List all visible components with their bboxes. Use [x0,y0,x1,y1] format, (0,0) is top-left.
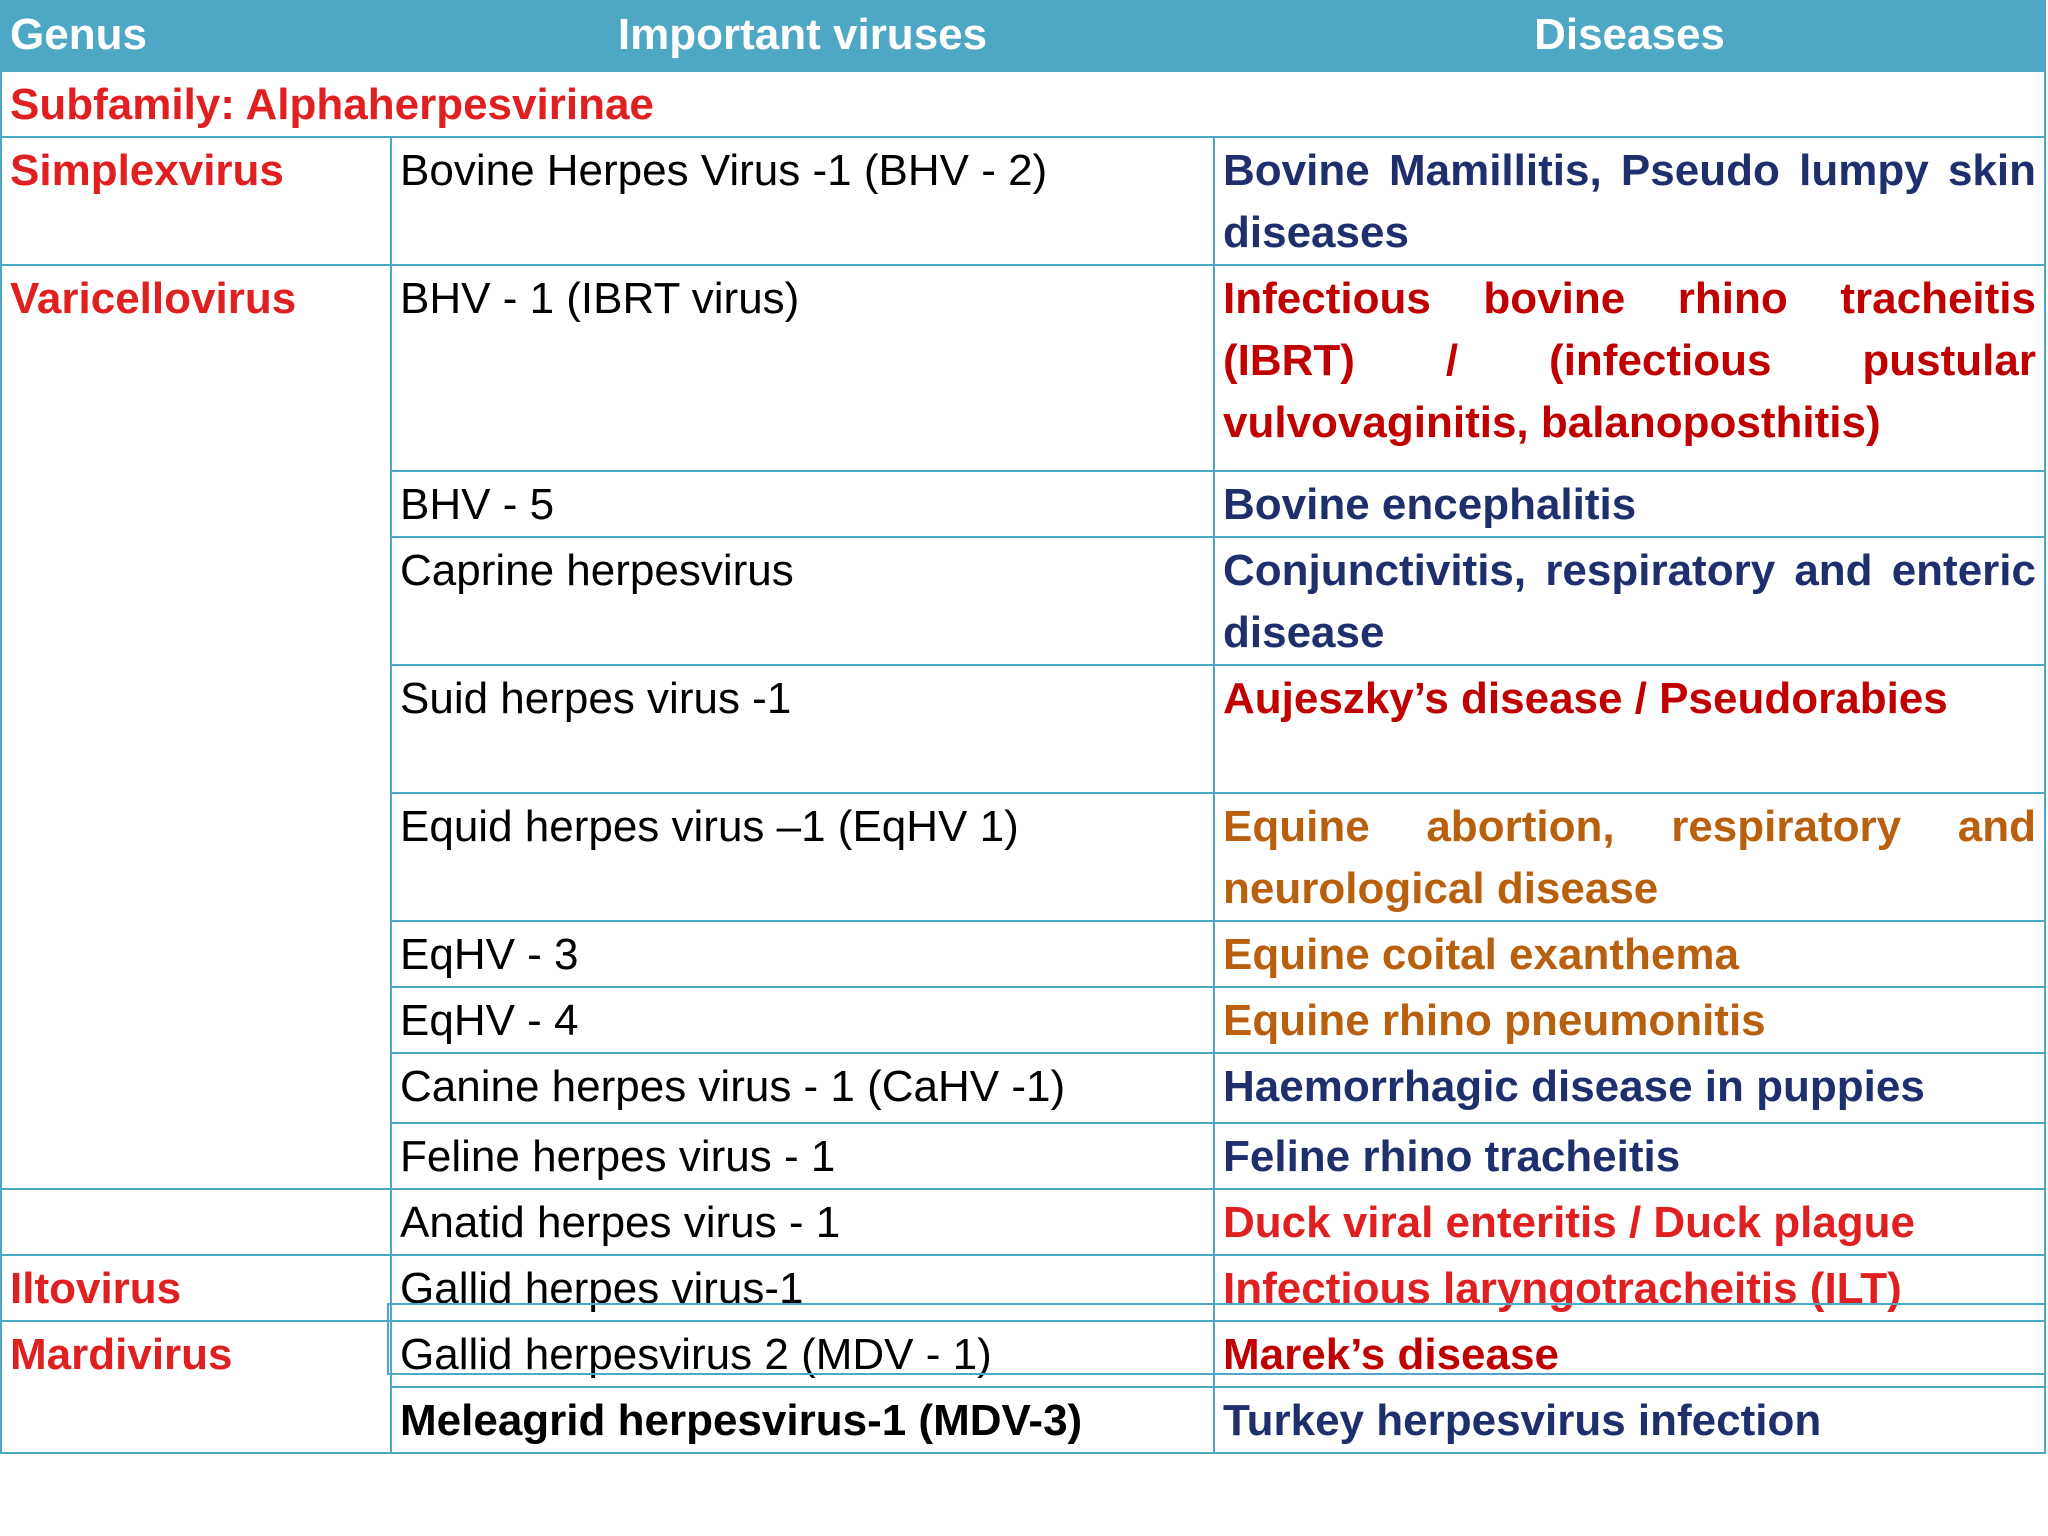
disease-cell: Duck viral enteritis / Duck plague [1214,1189,2045,1255]
table-row [1,137,2045,265]
virus-cell: Gallid herpes virus-1 [391,1255,1214,1321]
virus-cell: Anatid herpes virus - 1 [391,1189,1214,1255]
disease-cell: Equine coital exanthema [1214,921,2045,987]
disease-cell: Infectious laryngotracheitis (ILT) [1214,1255,2045,1321]
table-row [1,1189,2045,1255]
disease-cell: Feline rhino tracheitis [1214,1123,2045,1189]
genus-cell: Iltovirus [1,1255,391,1321]
virus-cell: Caprine herpesvirus [391,537,1214,665]
genus-cell: Mardivirus [1,1321,391,1453]
virus-cell: EqHV - 4 [391,987,1214,1053]
disease-cell: Equine abortion, respiratory and neurological disease [1214,793,2045,921]
virus-cell: BHV - 5 [391,471,1214,537]
virus-cell: Gallid herpesvirus 2 (MDV - 1) [391,1321,1214,1387]
disease-cell: Aujeszky’s disease / Pseudorabies [1214,665,2045,793]
virus-cell: Feline herpes virus - 1 [391,1123,1214,1189]
disease-cell: Turkey herpesvirus infection [1214,1387,2045,1453]
virus-cell: Canine herpes virus - 1 (CaHV -1) [391,1053,1214,1123]
table-row [1,265,2045,471]
disease-cell: Equine rhino pneumonitis [1214,987,2045,1053]
genus-cell: Simplexvirus [1,137,391,265]
header-diseases: Diseases [1214,1,2045,71]
virus-cell: BHV - 1 (IBRT virus) [391,265,1214,471]
subfamily-label: Subfamily: Alphaherpesvirinae [1,71,2045,137]
disease-cell: Infectious bovine rhino tracheitis (IBRT) / (infectious pustular vulvovaginitis, balanoposthitis) [1214,265,2045,471]
virus-cell: Equid herpes virus –1 (EqHV 1) [391,793,1214,921]
header-row [1,1,2045,71]
disease-cell: Conjunctivitis, respiratory and enteric disease [1214,537,2045,665]
virus-cell: Meleagrid herpesvirus-1 (MDV-3) [391,1387,1214,1453]
subfamily-row [1,71,2045,137]
genus-cell: Varicellovirus [1,265,391,1189]
disease-cell: Marek’s disease [1214,1321,2045,1387]
header-important-viruses: Important viruses [391,1,1214,71]
genus-cell [1,1189,391,1255]
virus-cell: Suid herpes virus -1 [391,665,1214,793]
virus-cell: Bovine Herpes Virus -1 (BHV - 2) [391,137,1214,265]
disease-cell: Bovine Mamillitis, Pseudo lumpy skin diseases [1214,137,2045,265]
table-row [1,1321,2045,1387]
disease-cell: Haemorrhagic disease in puppies [1214,1053,2045,1123]
header-genus: Genus [1,1,391,71]
disease-cell: Bovine encephalitis [1214,471,2045,537]
table-row [1,1255,2045,1321]
virus-cell: EqHV - 3 [391,921,1214,987]
